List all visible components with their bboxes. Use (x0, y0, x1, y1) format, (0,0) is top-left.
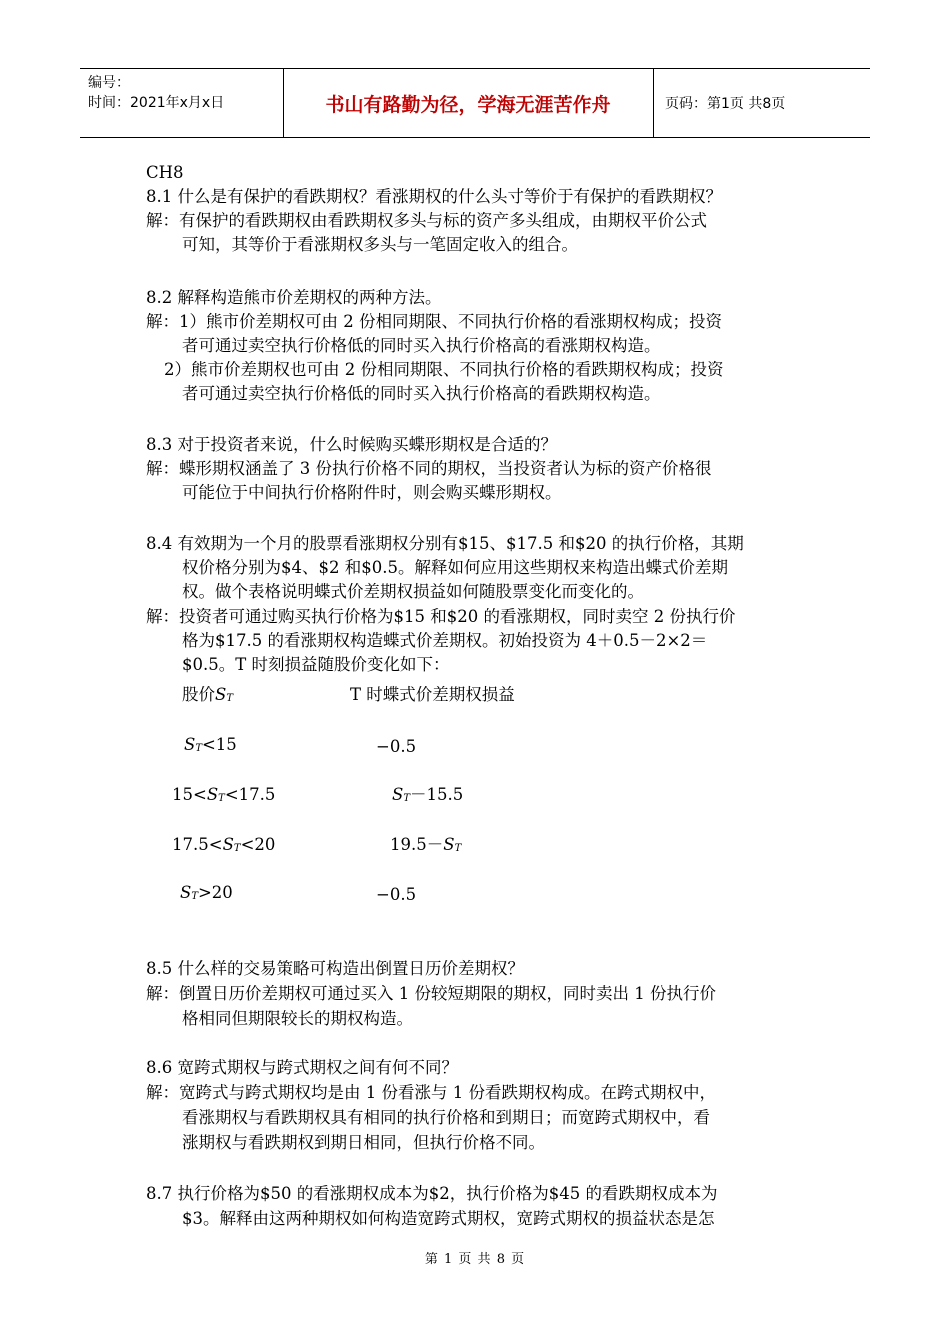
answer-line: 格相同但期限较长的期权构造。 (182, 1009, 413, 1028)
table-row-price: $15<S_T<17.5$ (172, 785, 276, 804)
table-header-price: 股价$S_T$ (182, 685, 233, 704)
answer-line: 涨期权与看跌期权到期日相同，但执行价格不同。 (182, 1133, 545, 1152)
table-row-payoff: $19.5-S_T$ (390, 835, 462, 854)
table-row-payoff: −0.5 (376, 737, 417, 756)
table-row-payoff: $S_T-15.5$ (392, 785, 464, 804)
answer-line: 解：投资者可通过购买执行价格为$15 和$20 的看涨期权，同时卖空 2 份执行价 (146, 607, 736, 626)
header-motto: 书山有路勤为径，学海无涯苦作舟 (325, 93, 611, 116)
question-line: 权。做个表格说明蝶式价差期权损益如何随股票变化而变化的。 (182, 582, 644, 601)
doc-time-label: 时间：2021年x月x日 (88, 95, 225, 111)
question-line: $3。解释由这两种期权如何构造宽跨式期权，宽跨式期权的损益状态是怎 (182, 1209, 715, 1228)
question-8-3: 8.3 对于投资者来说，什么时候购买蝶形期权是合适的？ (146, 435, 557, 454)
answer-line: 解：1）熊市价差期权可由 2 份相同期限、不同执行价格的看涨期权构成；投资 (146, 312, 722, 331)
question-line: 权价格分别为$4、$2 和$0.5。解释如何应用这些期权来构造出蝶式价差期 (182, 558, 728, 577)
answer-line: $0.5。T 时刻损益随股价变化如下： (182, 655, 450, 674)
answer-line: 可能位于中间执行价格附件时，则会购买蝶形期权。 (182, 483, 562, 502)
question-8-6: 8.6 宽跨式期权与跨式期权之间有何不同？ (146, 1058, 458, 1077)
header-page-info: 页码：第1页 共8页 (665, 96, 786, 112)
question-8-5: 8.5 什么样的交易策略可构造出倒置日历价差期权？ (146, 959, 524, 978)
answer-line: 格为$17.5 的看涨期权构造蝶式价差期权。初始投资为 4＋0.5－2×2＝ (182, 631, 708, 650)
answer-line: 解：蝶形期权涵盖了 3 份执行价格不同的期权，当投资者认为标的资产价格很 (146, 459, 712, 478)
question-8-2: 8.2 解释构造熊市价差期权的两种方法。 (146, 288, 442, 307)
question-8-4: 8.4 有效期为一个月的股票看涨期权分别有$15、$17.5 和$20 的执行价格，其期 (146, 534, 744, 553)
table-header-payoff: T 时蝶式价差期权损益 (350, 685, 515, 704)
answer-line: 看涨期权与看跌期权具有相同的执行价格和到期日；而宽跨式期权中，看 (182, 1108, 710, 1127)
header-meta (88, 73, 224, 113)
answer-line: 解：有保护的看跌期权由看跌期权多头与标的资产多头组成，由期权平价公式 (146, 211, 707, 230)
answer-line: 者可通过卖空执行价格低的同时买入执行价格高的看跌期权构造。 (182, 384, 661, 403)
answer-line: 者可通过卖空执行价格低的同时买入执行价格高的看涨期权构造。 (182, 336, 661, 355)
table-row-price: $S_T>20$ (180, 883, 233, 902)
answer-line: 可知，其等价于看涨期权多头与一笔固定收入的组合。 (182, 235, 578, 254)
header-divider (653, 69, 654, 137)
page-header (80, 68, 870, 138)
answer-line: 解：倒置日历价差期权可通过买入 1 份较短期限的期权，同时卖出 1 份执行价 (146, 984, 716, 1003)
page-footer: 第 1 页 共 8 页 (424, 1252, 526, 1267)
chapter-title: CH8 (146, 163, 184, 182)
question-8-7: 8.7 执行价格为$50 的看涨期权成本为$2，执行价格为$45 的看跌期权成本为 (146, 1184, 718, 1203)
doc-number-label: 编号： (88, 75, 130, 91)
table-row-price: $17.5<S_T<20$ (172, 835, 276, 854)
question-8-1: 8.1 什么是有保护的看跌期权？看涨期权的什么头寸等价于有保护的看跌期权？ (146, 187, 722, 206)
table-row-price: $S_T<15$ (184, 735, 237, 754)
answer-line: 2）熊市价差期权也可由 2 份相同期限、不同执行价格的看跌期权构成；投资 (164, 360, 724, 379)
answer-line: 解：宽跨式与跨式期权均是由 1 份看涨与 1 份看跌期权构成。在跨式期权中， (146, 1083, 716, 1102)
table-row-payoff: −0.5 (376, 885, 417, 904)
